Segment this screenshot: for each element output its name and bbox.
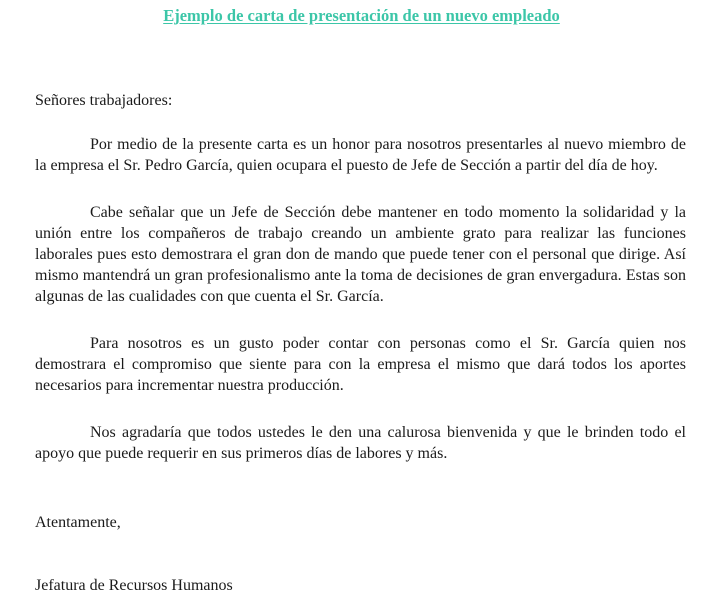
paragraph-qualities: Cabe señalar que un Jefe de Sección debe mantener en todo momento la solidaridad y la unión entre los compañeros de trabajo creando un ambiente grato para realizar las funciones laborales pues esto demostrara el gran don de mando que puede tener con el personal que dirige. Así mismo mantendrá un gran profesionalismo ante la toma de decisiones de gran envergadura. Estas son algunas de las cualidades con que cuenta el Sr. García. <box>35 204 686 305</box>
letter-body <box>35 90 686 490</box>
signature: Jefatura de Recursos Humanos <box>35 577 233 594</box>
closing: Atentamente, <box>35 514 121 531</box>
salutation: Señores trabajadores: <box>35 92 173 109</box>
document-title[interactable]: Ejemplo de carta de presentación de un nuevo empleado <box>163 6 560 25</box>
paragraph-commitment: Para nosotros es un gusto poder contar con personas como el Sr. García quien nos demostrara el compromiso que siente para con la empresa el mismo que dará todos los aportes necesarios para incrementar nuestra producción. <box>35 335 686 394</box>
paragraph-welcome: Nos agradaría que todos ustedes le den una calurosa bienvenida y que le brinden todo el apoyo que puede requerir en sus primeros días de labores y más. <box>35 424 686 462</box>
paragraph-introduction: Por medio de la presente carta es un honor para nosotros presentarles al nuevo miembro de la empresa el Sr. Pedro García, quien ocupara el puesto de Jefe de Sección a partir del día de hoy. <box>35 136 686 174</box>
